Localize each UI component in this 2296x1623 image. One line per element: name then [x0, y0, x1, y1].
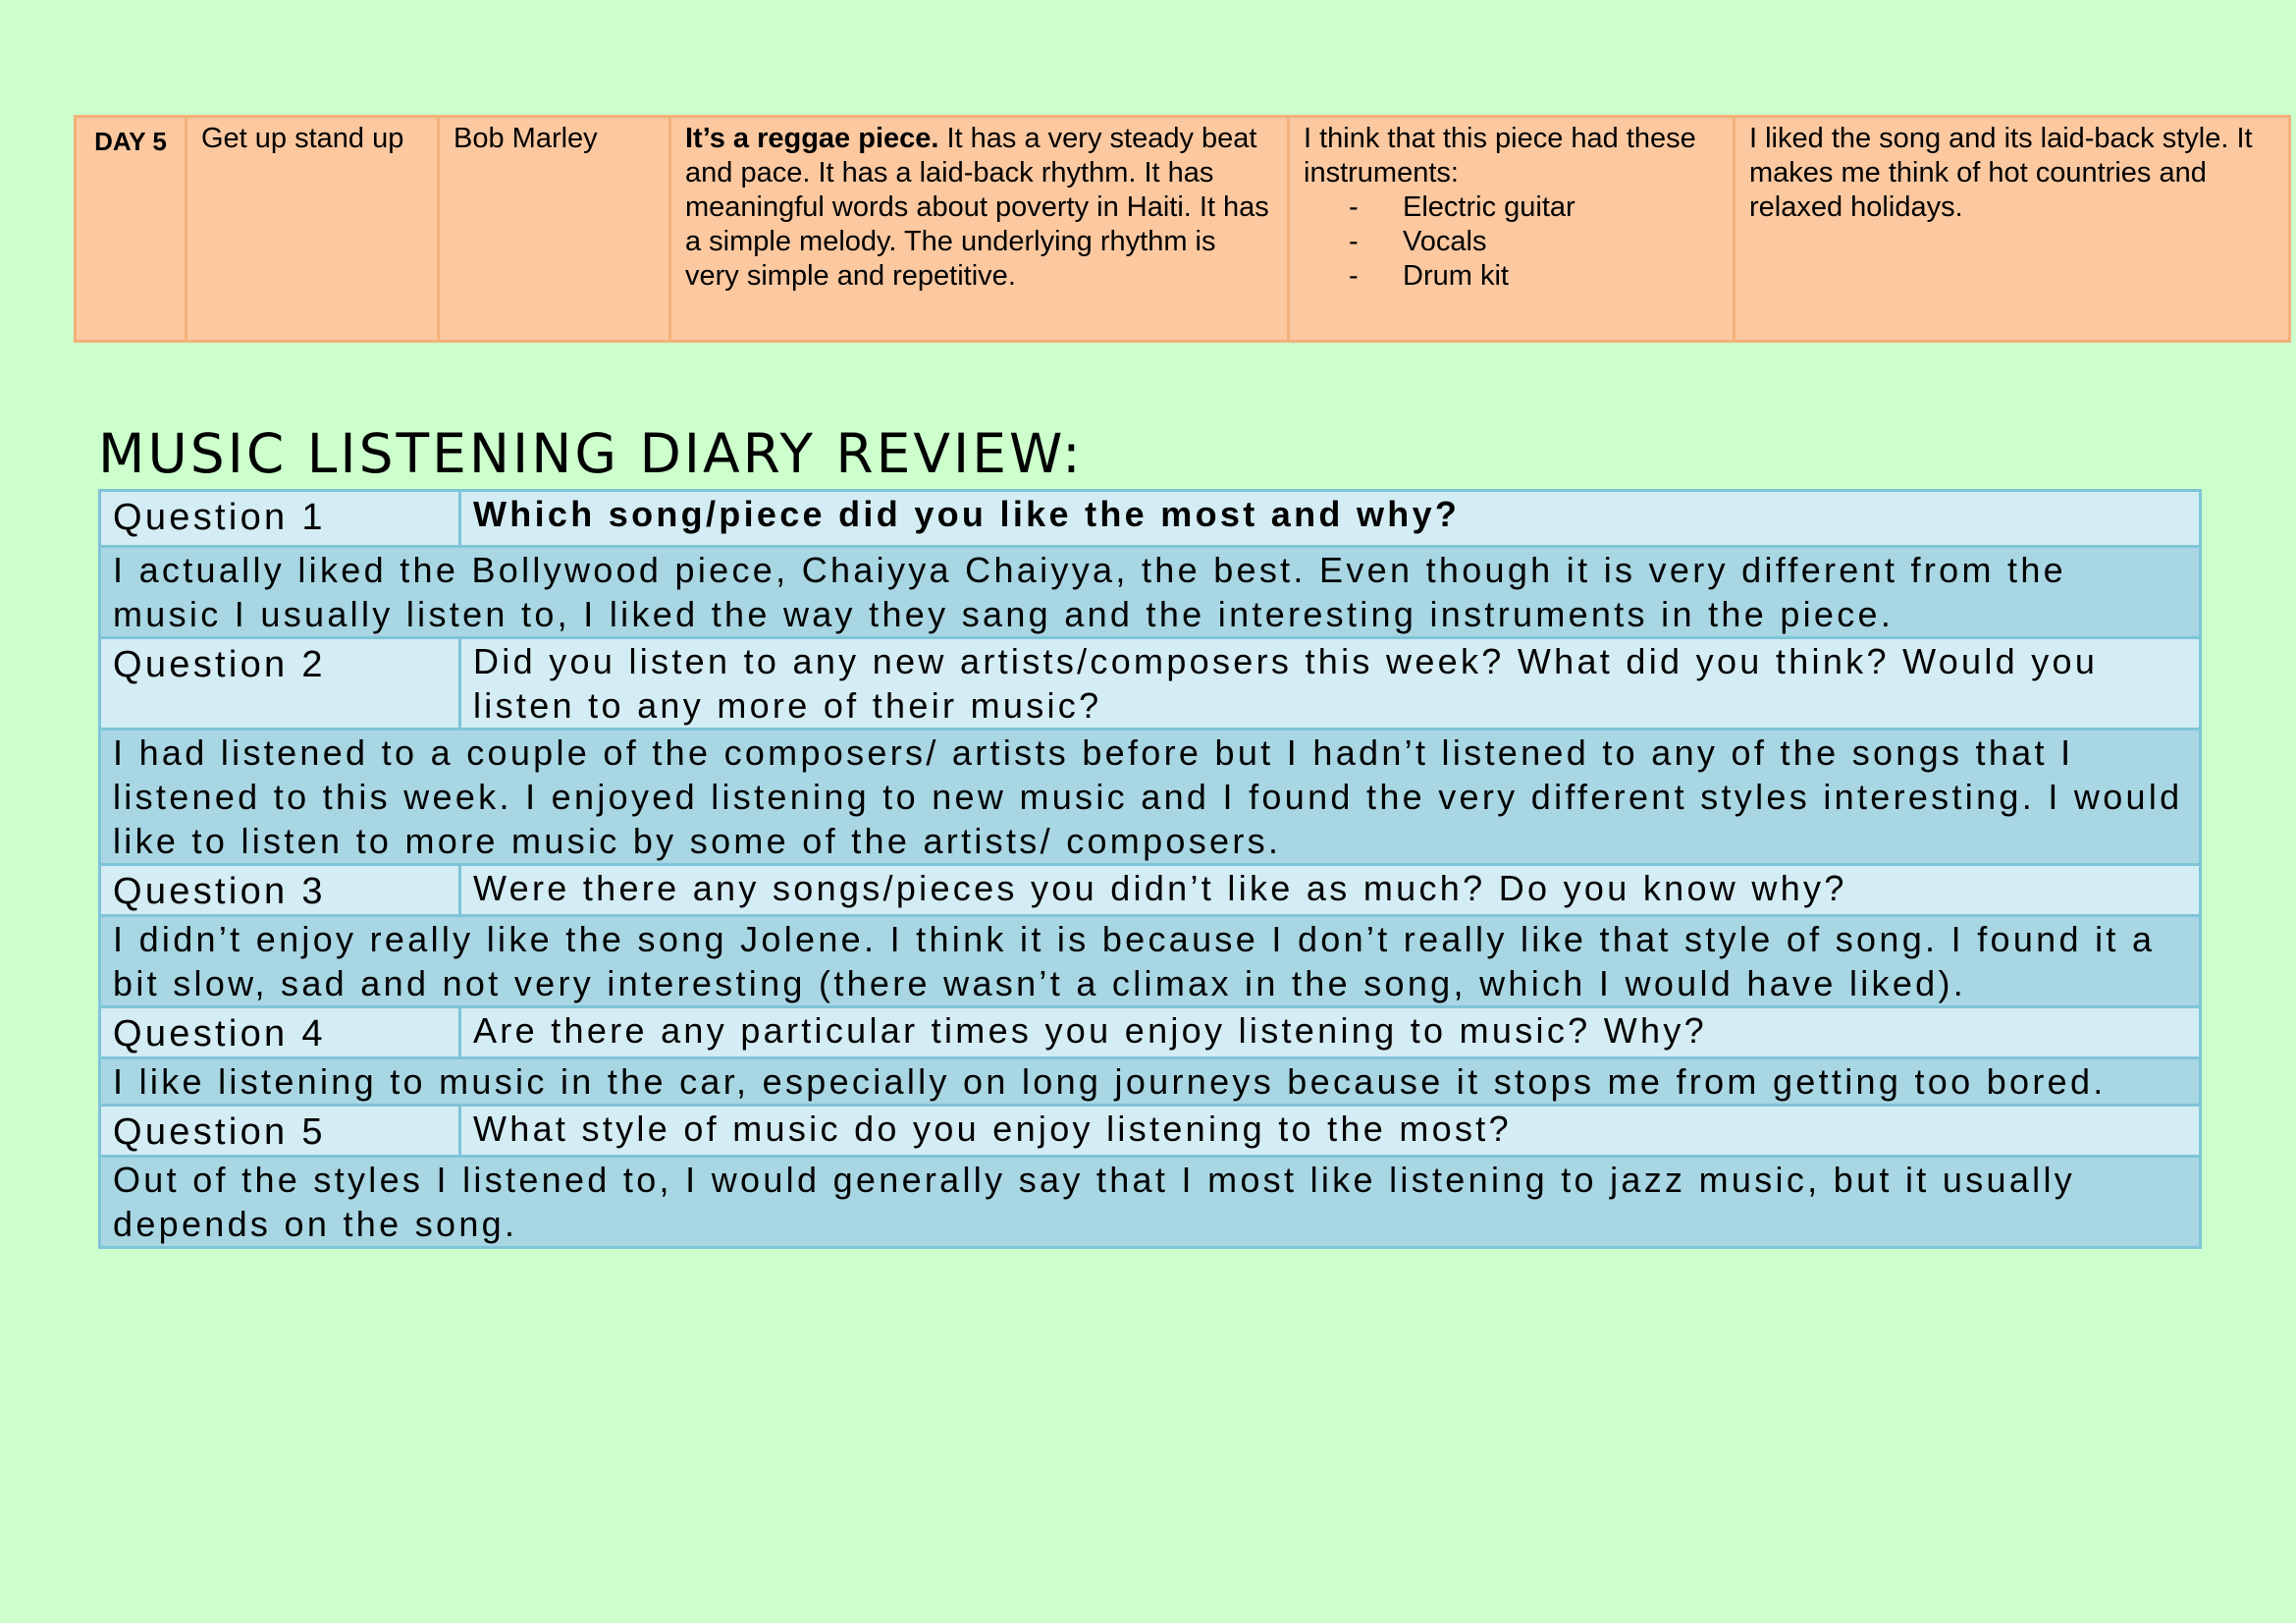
answer-text: I didn’t enjoy really like the song Jolene. I think it is because I don’t really like that style of song. I found it a bit slow, sad and not very interesting (there wasn’t a climax in the song, which I would have liked). [100, 916, 2201, 1007]
answer-row [100, 916, 2201, 1007]
answer-text: Out of the styles I listened to, I would generally say that I most like listening to jazz music, but it usually depends on the song. [100, 1157, 2201, 1248]
description-lead: It’s a reggae piece. [685, 123, 939, 154]
review-table [98, 489, 2202, 1249]
question-label: Question 4 [100, 1007, 460, 1058]
instrument-item: - Electric guitar [1349, 190, 1719, 225]
description-cell [670, 117, 1289, 342]
answer-text: I like listening to music in the car, especially on long journeys because it stops me from getting too bored. [100, 1058, 2201, 1106]
question-text: Did you listen to any new artists/composers this week? What did you think? Would you listen to any more of their music? [460, 638, 2201, 730]
description-text: It has a very steady beat and pace. It has a laid-back rhythm. It has meaningful words about poverty in Haiti. It has a simple melody. The underlying rhythm is very simple and repetitive. [685, 123, 1269, 292]
answer-text: I actually liked the Bollywood piece, Chaiyya Chaiyya, the best. Even though it is very different from the music I usually listen to, I liked the way they sang and the interesting instruments in the piece. [100, 547, 2201, 638]
opinion-cell: I liked the song and its laid-back style. It makes me think of hot countries and relaxed holidays. [1735, 117, 2290, 342]
question-row [100, 491, 2201, 547]
question-row [100, 638, 2201, 730]
answer-row [100, 547, 2201, 638]
answer-text: I had listened to a couple of the composers/ artists before but I hadn’t listened to any of the songs that I listened to this week. I enjoyed listening to new music and I found the very different styles interesting. I would like to listen to more music by some of the artists/ composers. [100, 730, 2201, 865]
question-text: What style of music do you enjoy listening to the most? [460, 1106, 2201, 1157]
artist-name: Bob Marley [439, 117, 670, 342]
question-text: Which song/piece did you like the most and why? [460, 491, 2201, 547]
instrument-item: - Vocals [1349, 225, 1719, 259]
question-row [100, 1106, 2201, 1157]
question-label: Question 1 [100, 491, 460, 547]
answer-row [100, 1058, 2201, 1106]
instruments-intro: I think that this piece had these instruments: [1304, 123, 1696, 189]
review-title: MUSIC LISTENING DIARY REVIEW: [98, 422, 1084, 485]
question-label: Question 5 [100, 1106, 460, 1157]
instrument-item: - Drum kit [1349, 259, 1719, 294]
question-row [100, 1007, 2201, 1058]
answer-row [100, 730, 2201, 865]
answer-row [100, 1157, 2201, 1248]
song-title: Get up stand up [187, 117, 439, 342]
question-label: Question 2 [100, 638, 460, 730]
question-text: Are there any particular times you enjoy listening to music? Why? [460, 1007, 2201, 1058]
instruments-cell [1289, 117, 1735, 342]
day-label: DAY 5 [76, 117, 187, 342]
question-label: Question 3 [100, 865, 460, 916]
question-row [100, 865, 2201, 916]
diary-table [74, 115, 2291, 343]
instruments-list [1304, 190, 1719, 294]
question-text: Were there any songs/pieces you didn’t like as much? Do you know why? [460, 865, 2201, 916]
diary-row [76, 117, 2290, 342]
